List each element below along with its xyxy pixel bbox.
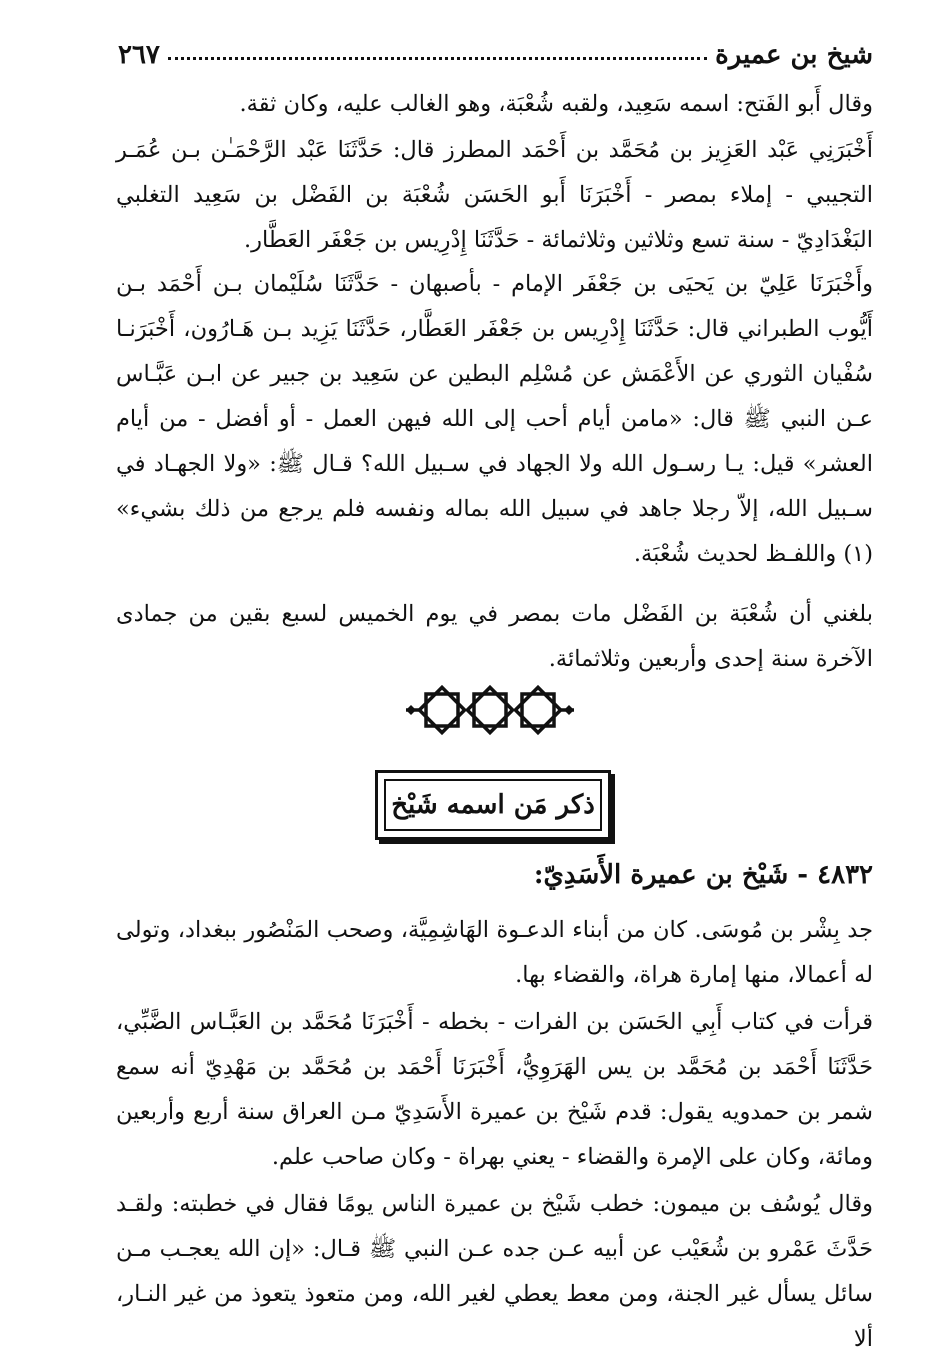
section-heading-box <box>375 770 611 840</box>
paragraph-isnad-second: قرأت في كتاب أَبِي الحَسَن بن الفرات - بخطه - أَخْبَرَنَا مُحَمَّد بن العَبَّـاس الضَّبِّي، حَدَّثَنَا أَحْمَد بن مُحَمَّد بن يس الهَرَوِيُّ، أَخْبَرَنَا أَحْمَد بن مُحَمَّد بن مَهْدِيّ أنه سمع شمر بن حمدويه يقول: قدم شَيْخ بن عميرة الأَسَدِيّ مـن العراق سنة أربع وأربعين ومائة، وكان على الإمرة والقضاء - يعني بهراة - وكان صاحب علم. <box>116 1009 873 1170</box>
page-number: ٢٦٧ <box>118 40 160 70</box>
paragraph-hadith: وأَخْبَرَنَا عَلِيّ بن يَحيَى بن جَعْفَر الإمام - بأصبهان - حَدَّثَنَا سُلَيْمان بـن أَحْمَد بـن أَيُّوب الطبراني قال: حَدَّثَنَا إِدْرِيس بن جَعْفَر العَطَّار، حَدَّثَنَا يَزِيد بـن هَـارُون، أَخْبَرَنـا سُفْيان الثوري عن الأَعْمَش عن مُسْلِم البطين عن سَعِيد بن جبير عن ابـن عَبَّـاس عـن النبي ﷺ قال: «مامن أيام أحب إلى الله فيهن العمل - أو أفضل - من أيام العشر» قيل: يـا رسـول الله ولا الجهاد في سـبيل الله؟ قـال ﷺ: «ولا الجهـاد في سـبيل الله، إلاّ رجلا جاهد في سبيل الله بماله ونفسه فلم يرجع من ذلك بشيء» (١) واللفـظ لحديث شُعْبَة. <box>116 271 873 567</box>
header-dot-leader <box>168 57 707 60</box>
paragraph-abu-alfath: وقال أَبو الفَتح: اسمه سَعِيد، ولقبه شُعْبَة، وهو الغالب عليه، وكان ثقة. <box>239 91 873 117</box>
paragraph-isnad-first: أَخْبَرَنِي عَبْد العَزِيز بن مُحَمَّد بن أَحْمَد المطرز قال: حَدَّثَنَا عَبْد الرَّحْمَـٰن بـن عُمَـر التجيبي - إملاء بمصر - أَخْبَرَنَا أَبو الحَسَن شُعْبَة بن الفَضْل بن سَعِيد التغلبي البَغْدَادِيّ - سنة تسع وثلاثين وثلاثمائة - حَدَّثَنَا إِدْرِيس بن جَعْفَر العَطَّار. <box>116 137 873 253</box>
paragraph-biography: جد بِشْر بن مُوسَى. كان من أبناء الدعـوة الهَاشِمِيَّة، وصحب المَنْصُور ببغداد، وتولى له أعمالا، منها إمارة هراة، والقضاء بها. <box>116 917 873 988</box>
running-header <box>118 30 873 70</box>
section-heading: ذكر مَن اسمه شَيْخ <box>384 779 602 831</box>
paragraph-sermon: وقال يُوسُف بن ميمون: خطب شَيْخ بن عميرة الناس يومًا فقال في خطبته: ولقـد حَدَّثَ عَمْرو بن شُعَيْب عن أبيه عـن جده عـن النبي ﷺ قـال: «إن الله يعجـب مـن سائل يسأل غير الجنة، ومن معط يعطي لغير الله، ومن متعوذ يتعوذ من غير النـار، ألا <box>116 1191 873 1352</box>
header-title: شيخ بن عميرة <box>715 40 873 70</box>
entry-heading: ٤٨٣٢ - شَيْخ بن عميرة الأَسَدِيّ: <box>533 860 873 890</box>
paragraph-death-note: بلغني أن شُعْبَة بن الفَضْل مات بمصر في يوم الخميس لسبع بقين من جمادى الآخرة سنة إحدى وأربعين وثلاثمائة. <box>116 601 873 672</box>
divider-ornament <box>400 680 580 740</box>
